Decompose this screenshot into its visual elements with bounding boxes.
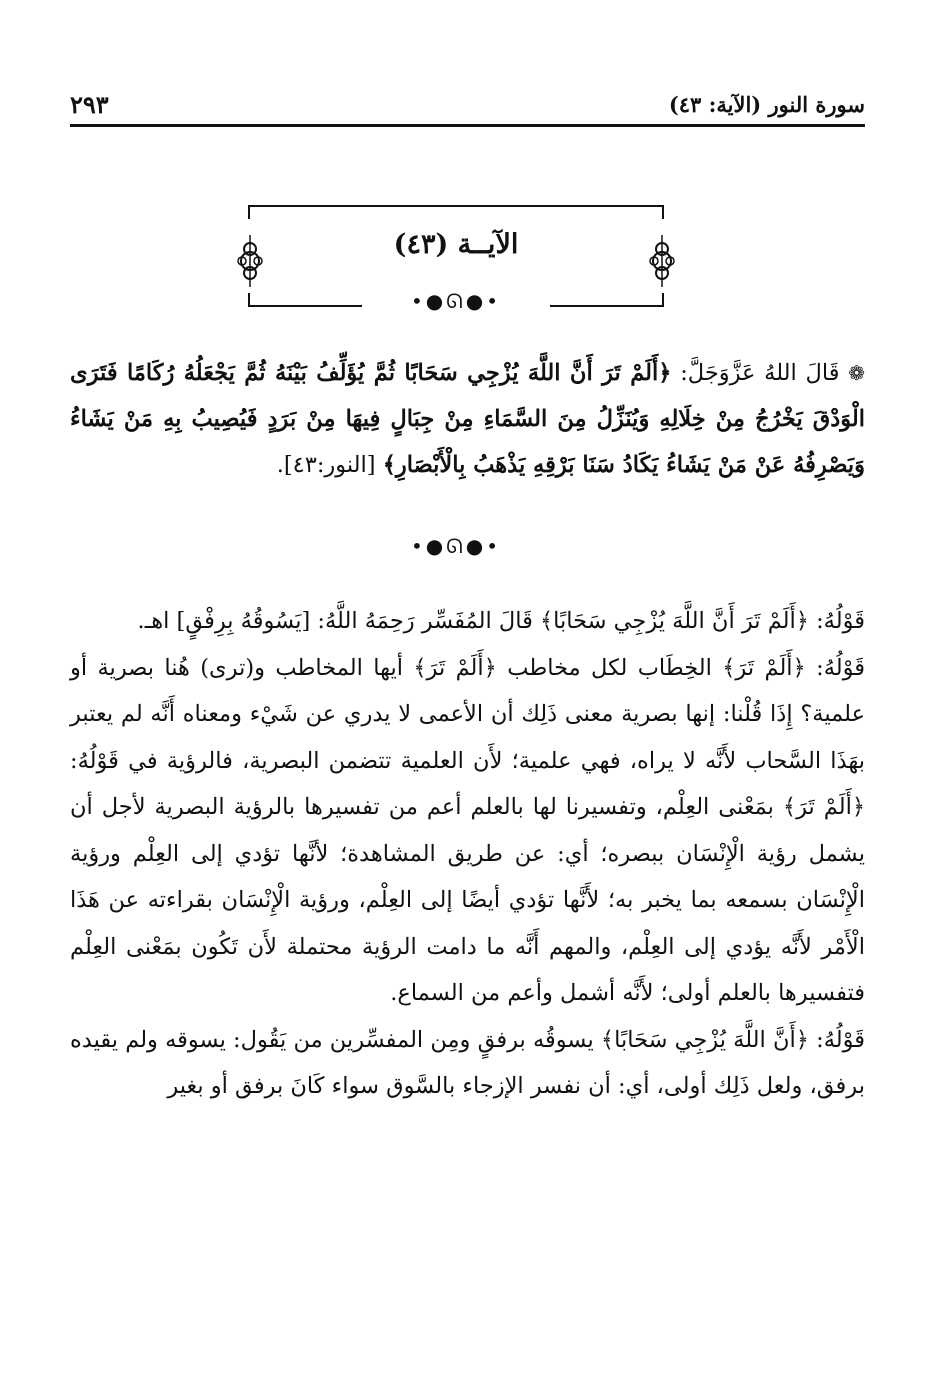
knot-ornament-icon: [236, 235, 264, 287]
flower-bullet-icon: ❁: [848, 361, 865, 385]
commentary-paragraph: قَوْلُهُ: ﴿أَلَمْ تَرَ أَنَّ اللَّهَ يُزْجِي سَحَابًا﴾ قَالَ المُفَسِّر رَحِمَهُ اللَّهُ: [يَسُوقُهُ بِرِفْقٍ] اهـ.: [137, 608, 865, 634]
frame-bottom-left-border: [248, 293, 362, 307]
ornamental-divider: •●‍ᘏ●•: [410, 534, 502, 558]
verse-intro: قَالَ اللهُ عَزَّوَجَلَّ:: [680, 360, 840, 386]
quran-verse-text: ﴿أَلَمْ تَرَ أَنَّ اللَّهَ يُزْجِي سَحَابًا ثُمَّ يُؤَلِّفُ بَيْنَهُ ثُمَّ يَجْعَلُهُ رُكَامًا فَتَرَى الْوَدْقَ يَخْرُجُ مِنْ خِلَالِهِ وَيُنَزِّلُ مِنَ السَّمَاءِ مِنْ جِبَالٍ فِيهَا مِنْ بَرَدٍ فَيُصِيبُ بِهِ مَنْ يَشَاءُ وَيَصْرِفُهُ عَنْ مَنْ يَشَاءُ يَكَادُ سَنَا بَرْقِهِ يَذْهَبُ بِالْأَبْصَارِ﴾: [70, 360, 865, 478]
running-head: سورة النور (الآية: ٤٣): [668, 91, 865, 117]
verse-paragraph: [70, 350, 865, 488]
verse-title: الآيــة (٤٣): [393, 229, 519, 260]
page-header: [70, 84, 865, 127]
commentary-paragraph: قَوْلُهُ: ﴿أَلَمْ تَرَ﴾ الخِطَاب لكل مخاطب ﴿أَلَمْ تَرَ﴾ أيها المخاطب و(ترى) هُنا بصرية أو علمية؟ إِذَا قُلْنا: إنها بصرية معنى ذَلِك أن الأعمى لا يدري عن شَيْء ومعناه أَنَّه لم يعتبر بهَذَا السَّحاب لأَنَّه لا يراه، فهي علمية؛ لأَن العلمية تتضمن البصرية، فالرؤية في قَوْلُهُ: ﴿أَلَمْ تَرَ﴾ بمَعْنى العِلْم، وتفسيرنا لها بالعلم أعم من تفسيرها بالرؤية البصرية لأجل أن يشمل رؤية الْإِنْسَان ببصره؛ أي: عن طريق المشاهدة؛ لأنَّها تؤدي إلى العِلْم ورؤية الْإِنْسَان بسمعه بما يخبر به؛ لأَنَّها تؤدي أيضًا إلى العِلْم، ورؤية الْإِنْسَان بقراءته عن هَذَا الْأَمْر لأَنَّه يؤدي إلى العِلْم، والمهم أَنَّه ما دامت الرؤية محتملة لأَن تَكُون بمَعْنى العِلْم فتفسيرها بالعلم أولى؛ لأَنَّه أشمل وأعم من السماع.: [70, 654, 865, 1006]
commentary: [70, 598, 865, 1110]
knot-ornament-icon: [648, 235, 676, 287]
frame-top-border: [248, 205, 664, 219]
page-number: ٢٩٣: [70, 89, 109, 119]
frame-bottom-right-border: [550, 293, 664, 307]
verse-reference: [النور:٤٣].: [276, 452, 376, 478]
commentary-paragraph: قَوْلُهُ: ﴿أَنَّ اللَّهَ يُزْجِي سَحَابًا﴾ يسوقُه برفقٍ ومِن المفسِّرين من يَقُول: يسوقه ولم يقيده برفق، ولعل ذَلِك أولى، أي: أن نفسر الإزجاء بالسَّوق سواء كَانَ برفق أو بغير: [70, 1026, 865, 1099]
ornamental-divider: •●‍ᘏ●•: [410, 289, 502, 313]
